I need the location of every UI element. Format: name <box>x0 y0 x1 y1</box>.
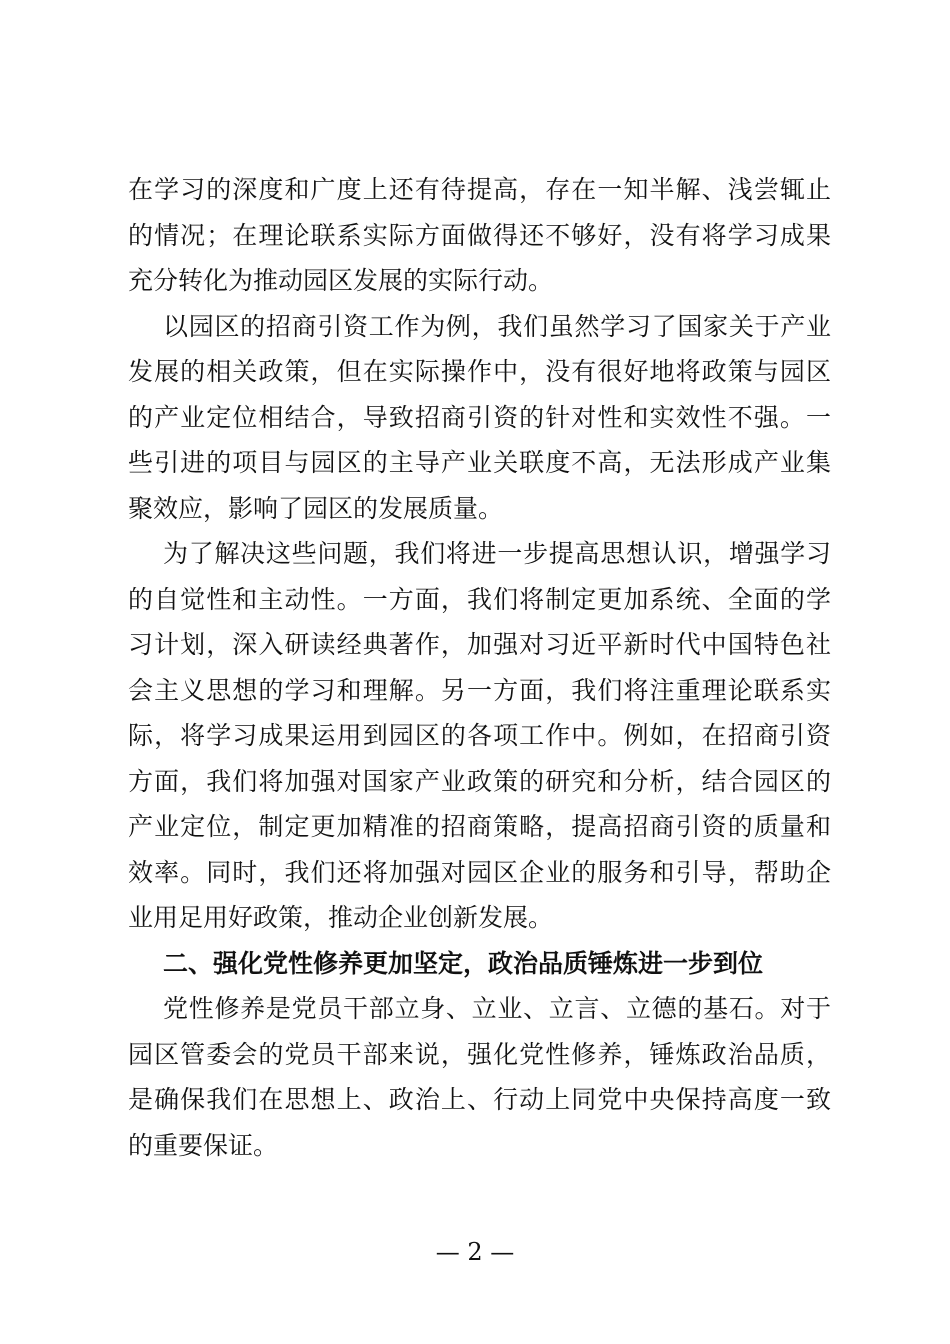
section-heading <box>128 941 831 987</box>
text-line: 的重要保证。 <box>128 1130 279 1160</box>
text-line: 以园区的招商引资工作为例，我们虽然学习了国家关于产业 <box>163 311 831 341</box>
text-line: 充分转化为推动园区发展的实际行动。 <box>128 266 554 295</box>
text-line: 习计划，深入研读经典著作，加强对习近平新时代中国特色社 <box>128 630 831 659</box>
document-body <box>128 167 831 1168</box>
text-line: 会主义思想的学习和理解。另一方面，我们将注重理论联系实 <box>128 675 831 705</box>
text-line: 聚效应，影响了园区的发展质量。 <box>128 493 504 523</box>
text-line: 业用足用好政策，推动企业创新发展。 <box>128 903 554 932</box>
paragraph <box>128 167 831 304</box>
text-line: 二、强化党性修养更加坚定，政治品质锤炼进一步到位 <box>163 948 764 978</box>
text-line: 发展的相关政策，但在实际操作中，没有很好地将政策与园区 <box>128 357 831 386</box>
text-line: 为了解决这些问题，我们将进一步提高思想认识，增强学习 <box>163 539 831 568</box>
text-line: 的自觉性和主动性。一方面，我们将制定更加系统、全面的学 <box>128 584 831 614</box>
page-number: — 2 — <box>435 1238 515 1266</box>
text-line: 的产业定位相结合，导致招商引资的针对性和实效性不强。一 <box>128 402 831 432</box>
text-line: 是确保我们在思想上、政治上、行动上同党中央保持高度一致 <box>128 1085 831 1114</box>
paragraph <box>128 986 831 1168</box>
text-line: 在学习的深度和广度上还有待提高，存在一知半解、浅尝辄止 <box>128 175 831 204</box>
text-line: 些引进的项目与园区的主导产业关联度不高，无法形成产业集 <box>128 448 831 477</box>
text-line: 际，将学习成果运用到园区的各项工作中。例如，在招商引资 <box>128 721 831 750</box>
text-line: 产业定位，制定更加精准的招商策略，提高招商引资的质量和 <box>128 812 831 841</box>
text-line: 党性修养是党员干部立身、立业、立言、立德的基石。对于 <box>163 994 831 1023</box>
text-line: 园区管委会的党员干部来说，强化党性修养，锤炼政治品质， <box>128 1039 831 1069</box>
text-line: 的情况；在理论联系实际方面做得还不够好，没有将学习成果 <box>128 220 831 250</box>
paragraph <box>128 304 831 532</box>
text-line: 效率。同时，我们还将加强对园区企业的服务和引导，帮助企 <box>128 857 831 887</box>
paragraph <box>128 531 831 941</box>
text-line: 方面，我们将加强对国家产业政策的研究和分析，结合园区的 <box>128 766 831 796</box>
